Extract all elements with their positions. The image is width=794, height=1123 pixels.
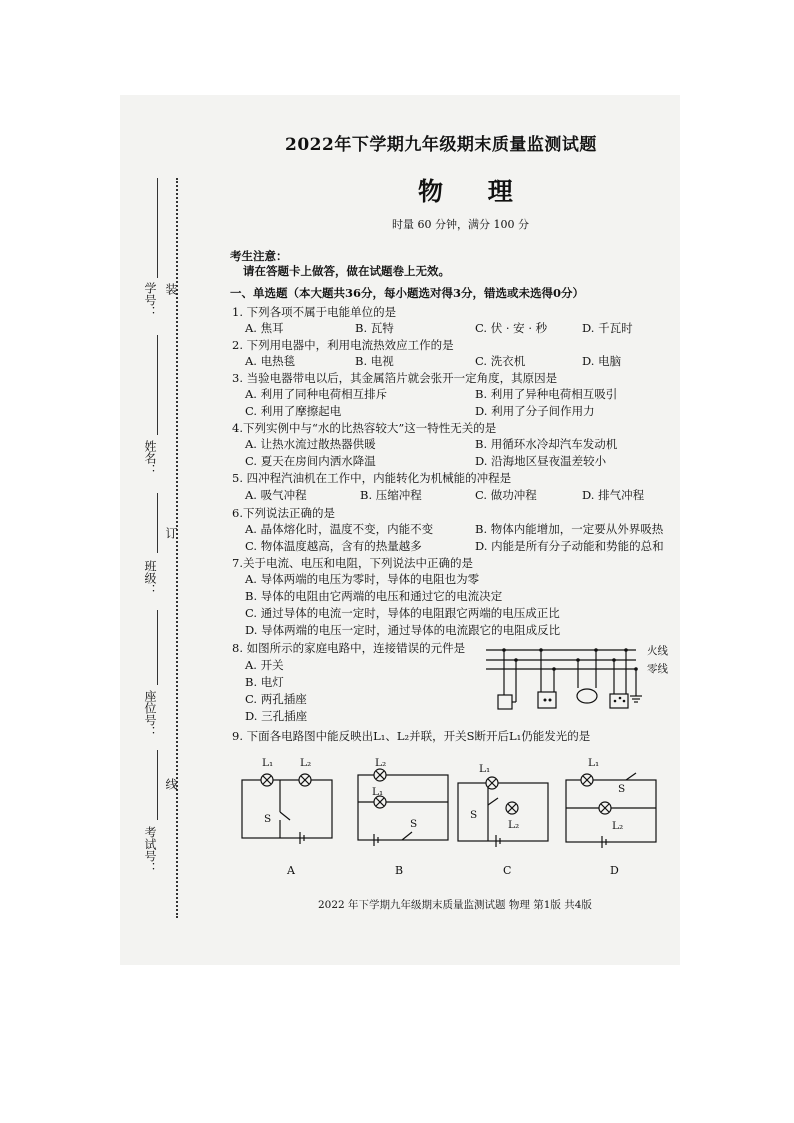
- option: D. 利用了分子间作用力: [475, 404, 595, 418]
- option: C. 利用了摩擦起电: [245, 404, 342, 418]
- circuit-label-d: D: [610, 864, 619, 877]
- question-stem: 5. 四冲程汽油机在工作中，内能转化为机械能的冲程是: [232, 471, 512, 485]
- section-heading: 一、单选题（本大题共36分，每小题选对得3分，错选或未选得0分）: [230, 286, 585, 300]
- question-stem: 9. 下面各电路图中能反映出L₁、L₂并联，开关S断开后L₁仍能发光的是: [232, 729, 591, 743]
- option: C. 两孔插座: [245, 692, 307, 706]
- class-label: 班级：: [143, 560, 157, 596]
- exam-number-field: [157, 750, 158, 820]
- option: B. 电视: [355, 354, 394, 368]
- page-footer: 2022 年下学期九年级期末质量监测试题 物理 第1版 共4版: [318, 899, 592, 911]
- binding-mark-xian: 线: [164, 778, 178, 790]
- time-info: 时量 60 分钟，满分 100 分: [392, 218, 529, 231]
- neutral-wire-label: 零线: [647, 663, 668, 675]
- option: C. 做功冲程: [475, 488, 537, 502]
- label-l2: L₂: [612, 820, 624, 832]
- label-l2: L₂: [508, 819, 520, 831]
- option: B. 电灯: [245, 675, 284, 689]
- option: C. 洗衣机: [475, 354, 526, 368]
- label-l1: L₁: [262, 757, 274, 769]
- option: A. 晶体熔化时，温度不变，内能不变: [245, 522, 434, 536]
- option: B. 导体的电阻由它两端的电压和通过它的电流决定: [245, 589, 503, 603]
- notice-title: 考生注意：: [230, 249, 288, 263]
- option: A. 吸气冲程: [245, 488, 307, 502]
- question-stem: 3. 当验电器带电以后，其金属箔片就会张开一定角度，其原因是: [232, 371, 558, 385]
- class-field: [157, 493, 158, 553]
- label-l1: L₁: [588, 757, 600, 769]
- household-circuit-figure: [486, 640, 686, 715]
- option: A. 电热毯: [245, 354, 296, 368]
- binding-mark-ding: 订: [164, 527, 178, 539]
- label-s: S: [618, 783, 626, 795]
- seat-number-label: 座位号：: [143, 690, 157, 738]
- question-stem: 4.下列实例中与“水的比热容较大”这一特性无关的是: [232, 421, 497, 435]
- exam-number-label: 考试号：: [143, 826, 157, 874]
- option: A. 开关: [245, 658, 284, 672]
- option: D. 导体两端的电压一定时，通过导体的电流跟它的电阻成反比: [245, 623, 561, 637]
- option: B. 瓦特: [355, 321, 394, 335]
- circuit-label-c: C: [503, 864, 512, 877]
- option: A. 焦耳: [245, 321, 284, 335]
- name-field: [157, 335, 158, 435]
- option: A. 导体两端的电压为零时，导体的电阻也为零: [245, 572, 480, 586]
- question-stem: 1. 下列各项不属于电能单位的是: [232, 305, 397, 319]
- label-s: S: [410, 818, 418, 830]
- option: B. 利用了异种电荷相互吸引: [475, 387, 618, 401]
- label-l1: L₁: [479, 763, 491, 775]
- question-stem: 2. 下列用电器中，利用电流热效应工作的是: [232, 338, 454, 352]
- option: C. 伏 · 安 · 秒: [475, 321, 548, 335]
- option: B. 压缩冲程: [360, 488, 422, 502]
- option: A. 利用了同种电荷相互排斥: [245, 387, 388, 401]
- option: D. 内能是所有分子动能和势能的总和: [475, 539, 664, 553]
- option: D. 沿海地区昼夜温差较小: [475, 454, 607, 468]
- circuit-options-figure: [230, 750, 680, 880]
- option: D. 电脑: [582, 354, 622, 368]
- student-number-label: 学号：: [143, 282, 157, 318]
- label-l2: L₂: [300, 757, 312, 769]
- question-stem: 6.下列说法正确的是: [232, 506, 335, 520]
- exam-title: 2022年下学期九年级期末质量监测试题: [285, 135, 597, 155]
- name-label: 姓名：: [143, 440, 157, 476]
- option: D. 排气冲程: [582, 488, 645, 502]
- option: C. 通过导体的电流一定时，导体的电阻跟它两端的电压成正比: [245, 606, 560, 620]
- label-s: S: [470, 809, 478, 821]
- notice-text: 请在答题卡上做答，做在试题卷上无效。: [243, 264, 450, 278]
- subject-title: 物 理: [418, 177, 531, 206]
- seat-number-field: [157, 610, 158, 685]
- option: C. 物体温度越高，含有的热量越多: [245, 539, 422, 553]
- label-s: S: [264, 813, 272, 825]
- question-stem: 7.关于电流、电压和电阻，下列说法中正确的是: [232, 556, 473, 570]
- binding-mark-zhuang: 装: [164, 283, 178, 295]
- question-stem: 8. 如图所示的家庭电路中，连接错误的元件是: [232, 641, 466, 655]
- live-wire-label: 火线: [647, 645, 668, 657]
- circuit-label-b: B: [395, 864, 404, 877]
- option: B. 物体内能增加，一定要从外界吸热: [475, 522, 664, 536]
- option: A. 让热水流过散热器供暖: [245, 437, 376, 451]
- option: D. 千瓦时: [582, 321, 633, 335]
- option: B. 用循环水冷却汽车发动机: [475, 437, 618, 451]
- option: D. 三孔插座: [245, 709, 308, 723]
- option: C. 夏天在房间内洒水降温: [245, 454, 376, 468]
- label-l2: L₂: [375, 757, 387, 769]
- label-l1: L₁: [372, 786, 384, 798]
- student-number-field: [157, 178, 158, 278]
- circuit-label-a: A: [287, 864, 295, 877]
